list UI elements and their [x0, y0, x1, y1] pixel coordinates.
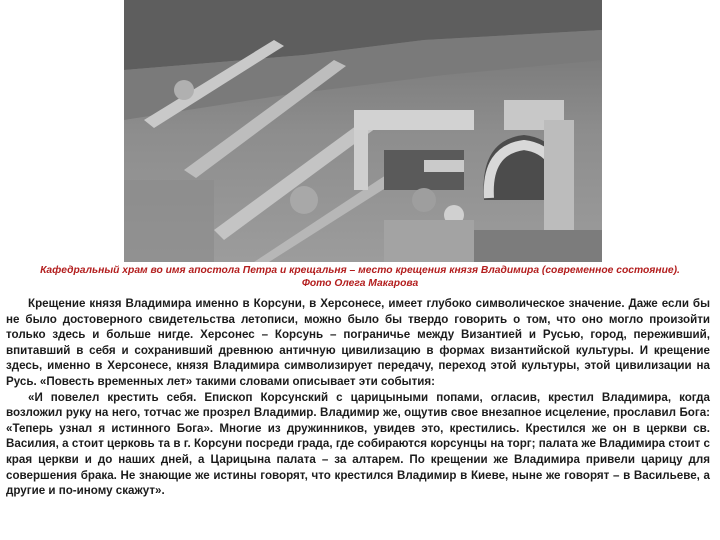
- paragraph: Крещение князя Владимира именно в Корсуни, в Херсонесе, имеет глубоко символическое значение. Даже если бы не было достоверного свидетельства летописи, можно было бы твердо говорить о том, что оно могло произойти только здесь и больше нигде. Херсонес – Корсунь – пограничье между Византией и Русью, город, переживший, впитавший в себя и сохранивший древнюю античную цивилизацию в формах византийской культуры. И крещение здесь, именно в Херсонесе, князя Владимира символизирует передачу, переход этой культуры, этой цивилизации на Русь. «Повесть временных лет» такими словами описывает эти события:: [6, 297, 710, 388]
- ruins-photograph: [124, 0, 602, 262]
- article-text: [6, 296, 710, 499]
- ruins-photo-drawing: [124, 0, 602, 262]
- photo-caption: Кафедральный храм во имя апостола Петра и крещальня – место крещения князя Владимира (современное состояние). Фото Олега Макарова: [40, 265, 680, 289]
- paragraph: «И повелел крестить себя. Епископ Корсунский с царицыными попами, огласив, крестил Владимира, когда возложил руку на него, тотчас же прозрел Владимир. Владимир же, ощутив свое внезапное исцеление, прославил Бога: «Теперь узнал я истинного Бога». Многие из дружинников, увидев это, крестились. Крестился же он в церкви св. Василия, а стоит церковь та в г. Корсуни посреди града, где собираются корсунцы на торг; палата же Владимира стоит с края церкви и до наших дней, а Царицына палата – за алтарем. По крещении же Владимира привели царицу для совершения брака. Не знающие же истины говорят, что крестился Владимир в Киеве, ныне же говорят – в Васильеве, а другие и по-иному скажут».: [6, 390, 710, 498]
